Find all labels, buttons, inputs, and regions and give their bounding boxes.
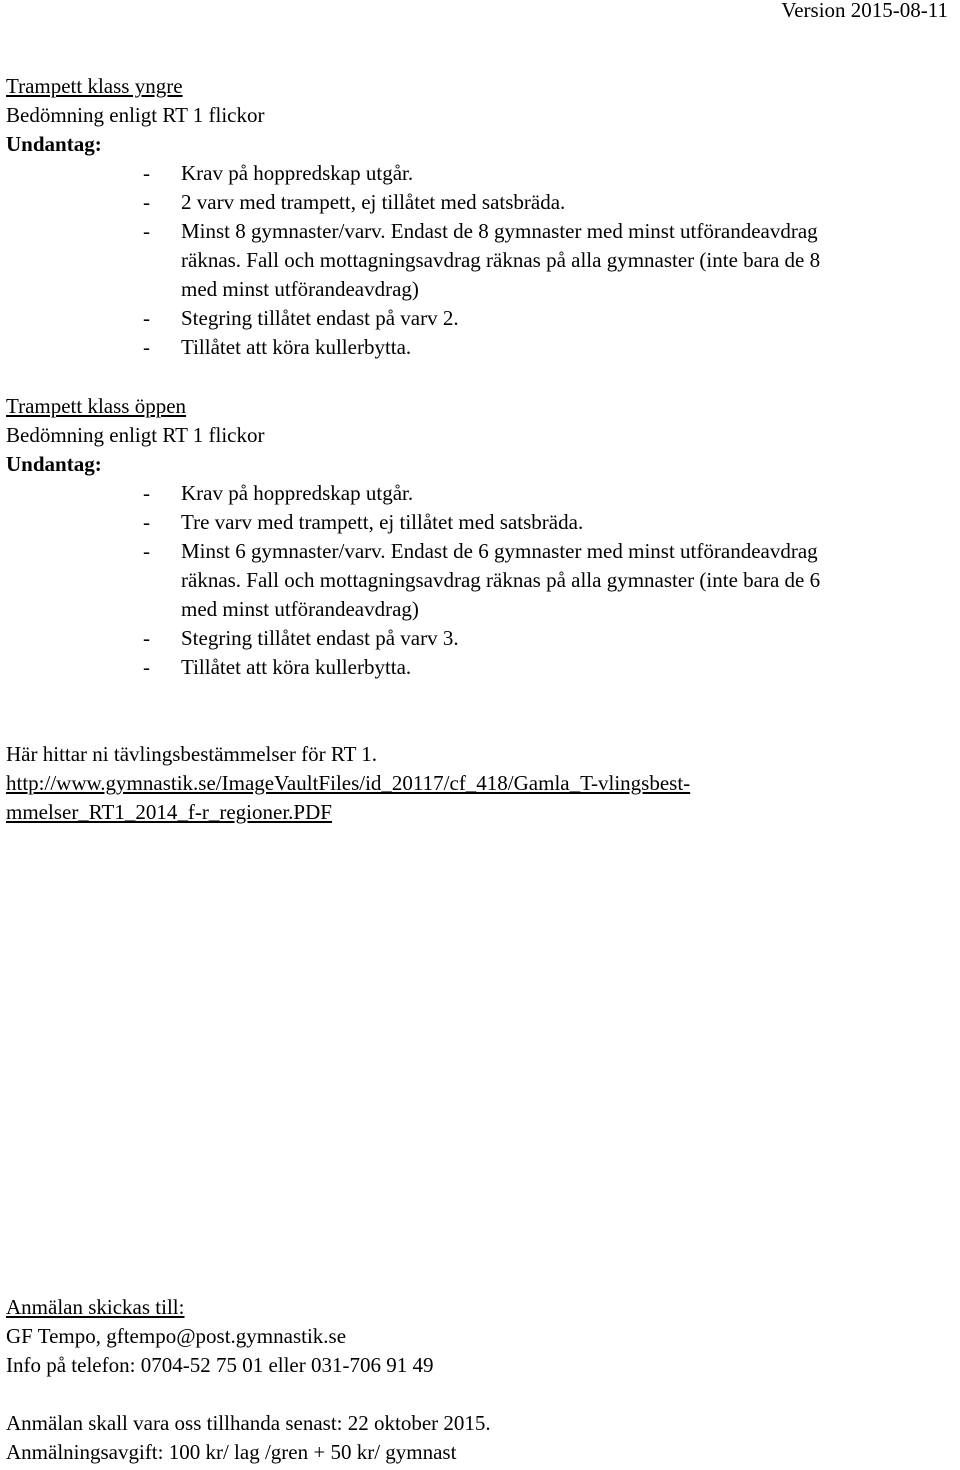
list-item: Minst 8 gymnaster/varv. Endast de 8 gymnaster med minst utförandeavdrag <box>181 219 818 243</box>
list-item-continuation: med minst utförandeavdrag) <box>181 597 419 621</box>
bullet-dash: - <box>143 335 150 359</box>
list-item: Minst 6 gymnaster/varv. Endast de 6 gymnaster med minst utförandeavdrag <box>181 539 818 563</box>
section-rating-oppen: Bedömning enligt RT 1 flickor <box>6 423 265 447</box>
list-item: Tre varv med trampett, ej tillåtet med satsbräda. <box>181 510 584 534</box>
section-rating-yngre: Bedömning enligt RT 1 flickor <box>6 103 265 127</box>
bullet-dash: - <box>143 219 150 243</box>
exceptions-label-oppen: Undantag: <box>6 452 102 476</box>
list-item: Krav på hoppredskap utgår. <box>181 161 414 185</box>
section-title-yngre: Trampett klass yngre <box>6 74 183 98</box>
registration-phone: Info på telefon: 0704-52 75 01 eller 031-706 91 49 <box>6 1353 434 1377</box>
list-item: Stegring tillåtet endast på varv 3. <box>181 626 459 650</box>
list-item: Tillåtet att köra kullerbytta. <box>181 335 412 359</box>
bullet-dash: - <box>143 190 150 214</box>
list-item-continuation: räknas. Fall och mottagningsavdrag räknas på alla gymnaster (inte bara de 8 <box>181 248 821 272</box>
version-label: Version 2015-08-11 <box>781 0 948 22</box>
bullet-dash: - <box>143 539 150 563</box>
registration-contact: GF Tempo, gftempo@post.gymnastik.se <box>6 1324 347 1348</box>
registration-title: Anmälan skickas till: <box>6 1295 185 1319</box>
bullet-dash: - <box>143 655 150 679</box>
list-item: Krav på hoppredskap utgår. <box>181 481 414 505</box>
bullet-dash: - <box>143 161 150 185</box>
bullet-dash: - <box>143 481 150 505</box>
bullet-dash: - <box>143 306 150 330</box>
rules-link-line1[interactable]: http://www.gymnastik.se/ImageVaultFiles/id_20117/cf_418/Gamla_T-vlingsbest- <box>6 771 691 795</box>
registration-deadline: Anmälan skall vara oss tillhanda senast: 22 oktober 2015. <box>6 1411 491 1435</box>
section-title-oppen: Trampett klass öppen <box>6 394 187 418</box>
bullet-dash: - <box>143 626 150 650</box>
list-item: Tillåtet att köra kullerbytta. <box>181 655 412 679</box>
list-item: Stegring tillåtet endast på varv 2. <box>181 306 459 330</box>
list-item-continuation: räknas. Fall och mottagningsavdrag räknas på alla gymnaster (inte bara de 6 <box>181 568 821 592</box>
list-item: 2 varv med trampett, ej tillåtet med satsbräda. <box>181 190 566 214</box>
registration-fee: Anmälningsavgift: 100 kr/ lag /gren + 50 kr/ gymnast <box>6 1440 457 1464</box>
bullet-dash: - <box>143 510 150 534</box>
exceptions-label-yngre: Undantag: <box>6 132 102 156</box>
rules-link-line2[interactable]: mmelser_RT1_2014_f-r_regioner.PDF <box>6 800 332 824</box>
rules-intro: Här hittar ni tävlingsbestämmelser för RT 1. <box>6 742 378 766</box>
list-item-continuation: med minst utförandeavdrag) <box>181 277 419 301</box>
